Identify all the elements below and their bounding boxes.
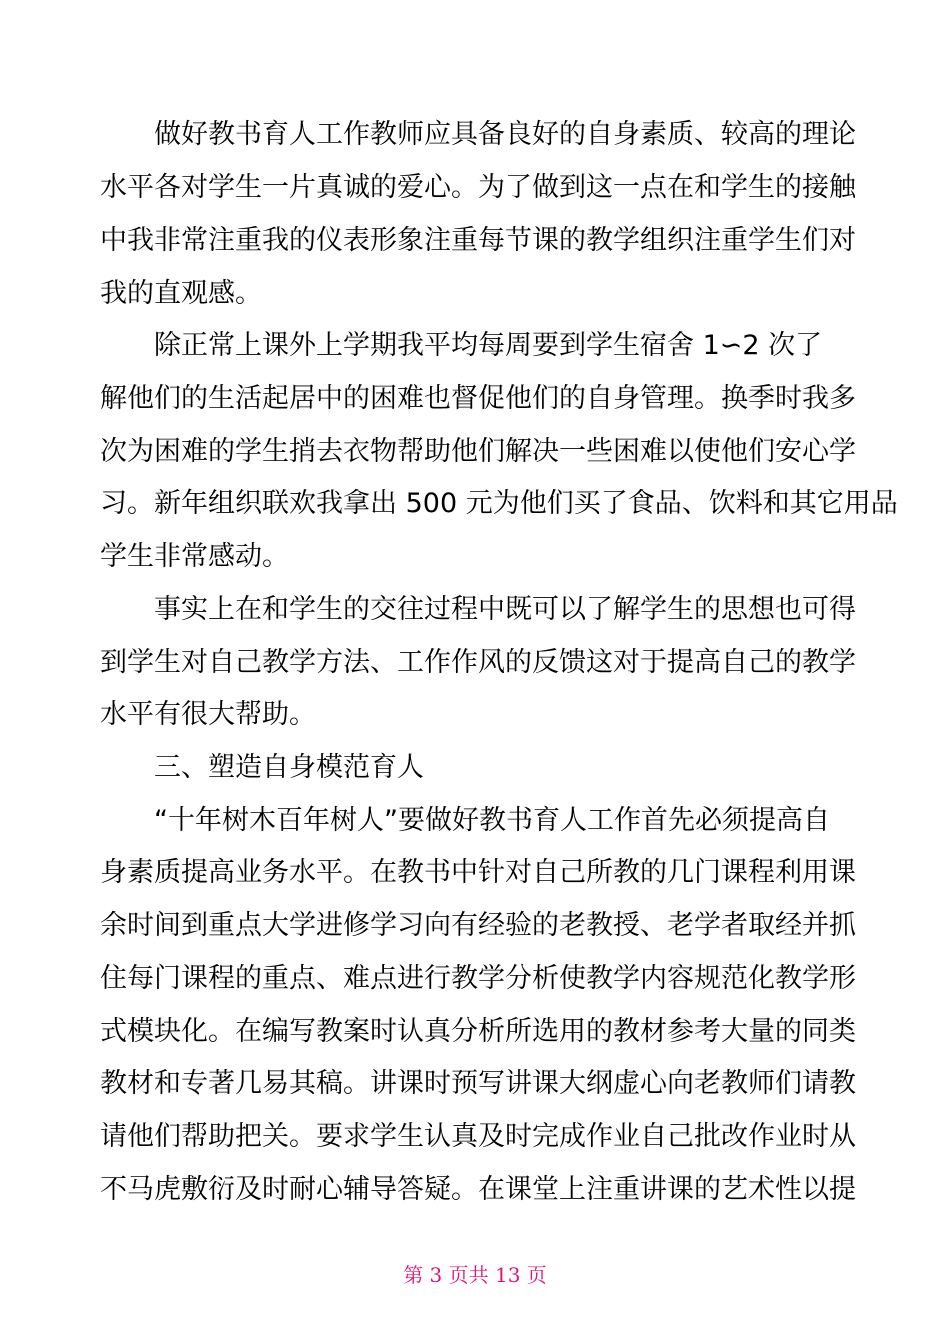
text-line: 教材和专著几易其稿。讲课时预写讲课大纲虚心向老教师们请教 <box>100 1068 856 1099</box>
page-number-footer: 第 3 页共 13 页 <box>403 1263 547 1287</box>
text-line: 我的直观感。 <box>100 278 262 309</box>
text-line: 事实上在和学生的交往过程中既可以了解学生的思想也可得 <box>100 594 856 625</box>
text-line: 解他们的生活起居中的困难也督促他们的自身管理。换季时我多 <box>100 383 856 414</box>
text-line: 住每门课程的重点、难点进行教学分析使教学内容规范化教学形 <box>100 963 856 994</box>
text-line: 不马虎敷衍及时耐心辅导答疑。在课堂上注重讲课的艺术性以提 <box>100 1174 856 1205</box>
text-line: 水平有很大帮助。 <box>100 699 316 730</box>
text-line: 身素质提高业务水平。在教书中针对自己所教的几门课程利用课 <box>100 857 856 888</box>
text-line: 除正常上课外上学期我平均每周要到学生宿舍 1∽2 次了 <box>100 330 823 361</box>
text-line: 做好教书育人工作教师应具备良好的自身素质、较高的理论 <box>100 119 856 150</box>
text-line: 学生非常感动。 <box>100 541 289 572</box>
text-line: 式模块化。在编写教案时认真分析所选用的教材参考大量的同类 <box>100 1016 856 1047</box>
text-line: 水平各对学生一片真诚的爱心。为了做到这一点在和学生的接触 <box>100 172 856 203</box>
text-line: “十年树木百年树人”要做好教书育人工作首先必须提高自 <box>100 805 830 836</box>
text-line: 中我非常注重我的仪表形象注重每节课的教学组织注重学生们对 <box>100 225 856 256</box>
text-line: 余时间到重点大学进修学习向有经验的老教授、老学者取经并抓 <box>100 910 856 941</box>
text-line: 请他们帮助把关。要求学生认真及时完成作业自己批改作业时从 <box>100 1121 856 1152</box>
text-line: 习。新年组织联欢我拿出 500 元为他们买了食品、饮料和其它用品 <box>100 488 898 519</box>
text-line: 到学生对自己教学方法、工作作风的反馈这对于提高自己的教学 <box>100 647 856 678</box>
text-line: 次为困难的学生捎去衣物帮助他们解决一些困难以使他们安心学 <box>100 436 856 467</box>
section-heading: 三、塑造自身模范育人 <box>100 752 424 783</box>
